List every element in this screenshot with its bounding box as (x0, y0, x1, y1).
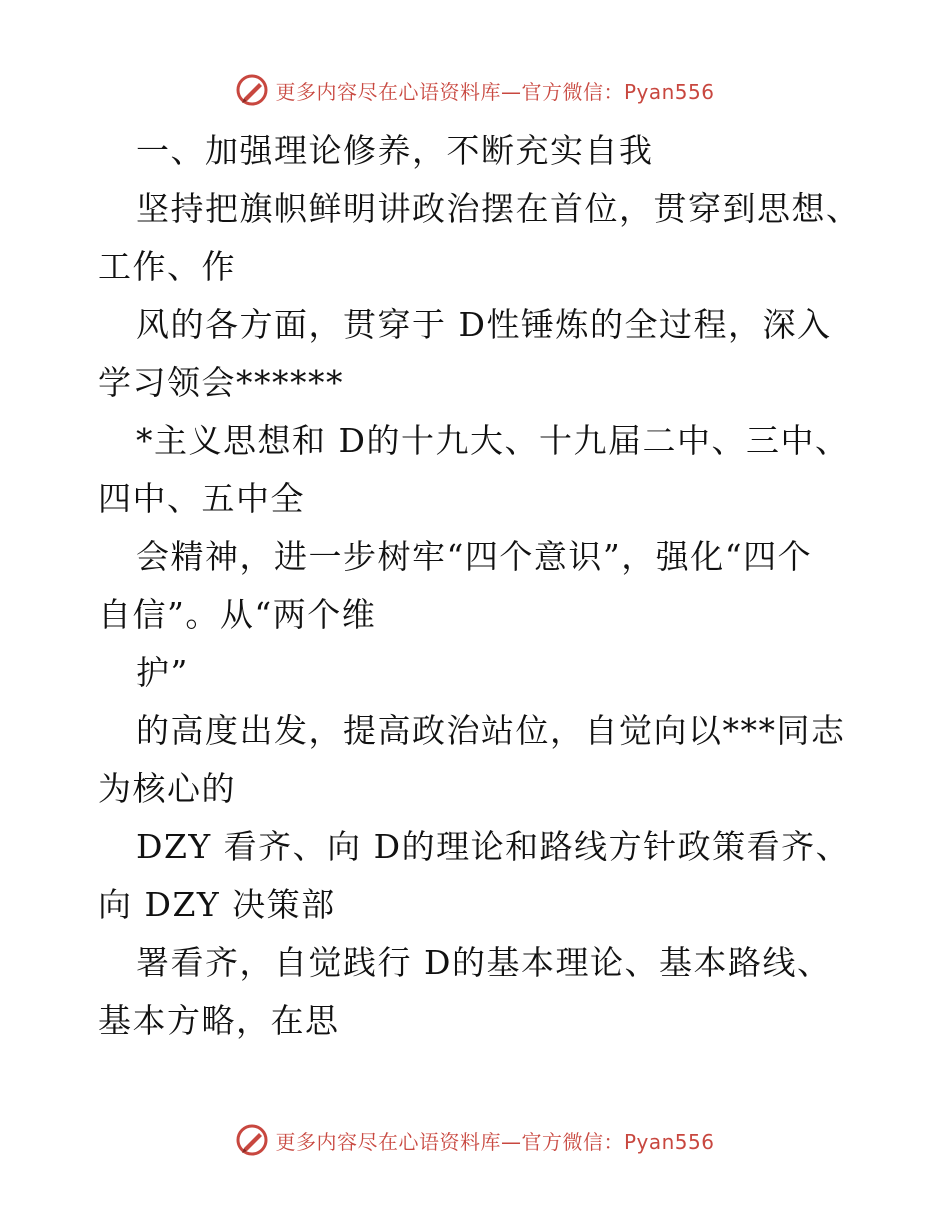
header-watermark (0, 70, 950, 110)
paragraph-line: *主义思想和 D的十九大、十九届二中、三中、 (136, 421, 850, 460)
watermark-text: 更多内容尽在心语资料库—官方微信：Pyan556 (275, 1129, 715, 1154)
document-body (98, 122, 861, 1050)
watermark-text: 更多内容尽在心语资料库—官方微信：Pyan556 (275, 79, 715, 104)
paragraph-line: 自信”。从“两个维 (98, 595, 377, 634)
footer-watermark (0, 1120, 950, 1160)
pen-logo-icon (235, 1123, 269, 1157)
paragraph-line: 坚持把旗帜鲜明讲政治摆在首位，贯穿到思想、 (136, 189, 861, 228)
paragraph-line: 风的各方面，贯穿于 D性锤炼的全过程，深入 (136, 305, 832, 344)
paragraph-line: 工作、作 (98, 247, 236, 286)
pen-logo-icon (235, 73, 269, 107)
paragraph-line: 学习领会****** (98, 363, 344, 402)
paragraph-line: 基本方略，在思 (98, 1001, 340, 1040)
paragraph-line: DZY 看齐、向 D的理论和路线方针政策看齐、 (136, 827, 851, 866)
paragraph-line: 四中、五中全 (98, 479, 305, 518)
paragraph-line: 会精神，进一步树牢“四个意识”，强化“四个 (136, 537, 813, 576)
paragraph-line: 署看齐，自觉践行 D的基本理论、基本路线、 (136, 943, 832, 982)
paragraph-line: 一、加强理论修养，不断充实自我 (136, 131, 654, 170)
paragraph-line: 护” (136, 653, 189, 692)
paragraph-line: 向 DZY 决策部 (98, 885, 336, 924)
paragraph-line: 为核心的 (98, 769, 236, 808)
paragraph-line: 的高度出发，提高政治站位，自觉向以***同志 (136, 711, 846, 750)
